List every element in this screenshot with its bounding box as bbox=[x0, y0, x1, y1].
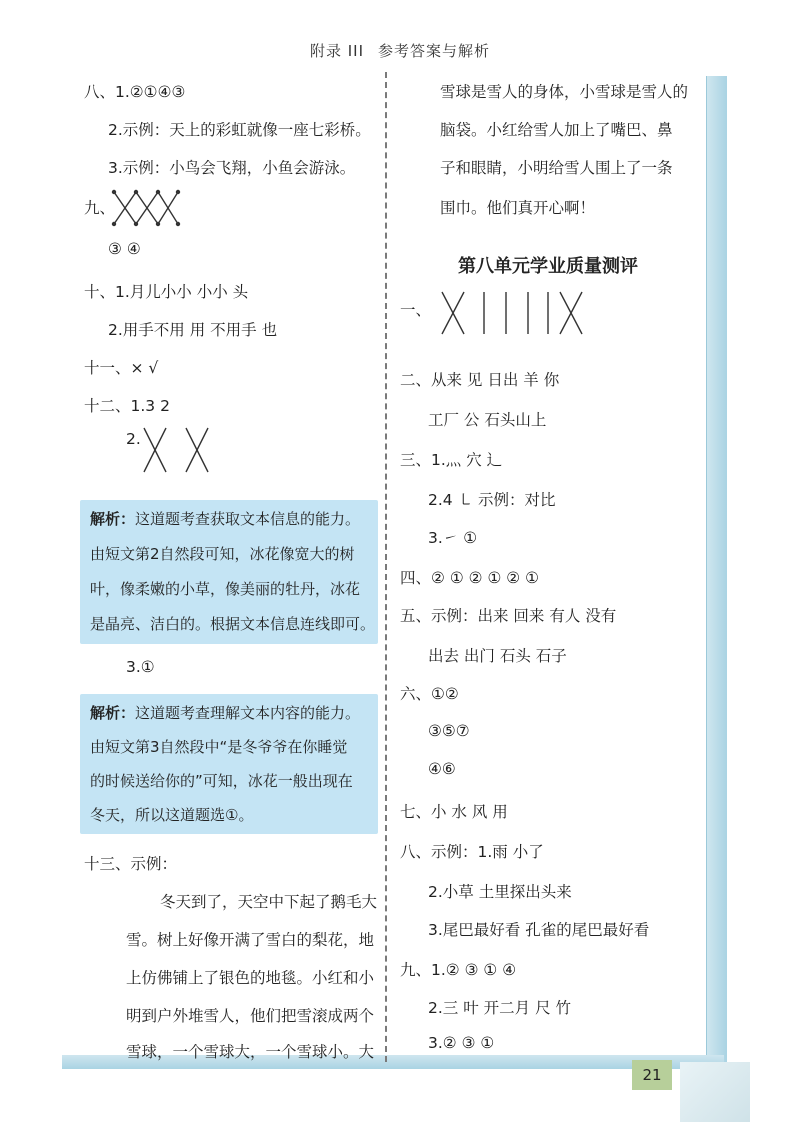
analysis-2-line3: 的时候送给你的”可知，冰花一般出现在 bbox=[90, 772, 353, 790]
analysis-1-line4: 是晶亮、洁白的。根据文本信息连线即可。 bbox=[90, 615, 376, 633]
answer-r5-1: 五、示例：出来 回来 有人 没有 bbox=[400, 607, 617, 625]
answer-r9-1: 九、1.② ③ ① ④ bbox=[400, 961, 517, 979]
answer-r7: 七、小 水 风 用 bbox=[400, 803, 508, 821]
analysis-2-label: 解析： bbox=[90, 704, 136, 722]
answer-12-3: 3.① bbox=[126, 658, 155, 676]
answer-r6-2: ③⑤⑦ bbox=[428, 722, 470, 740]
answer-r2-1: 二、从来 见 日出 羊 你 bbox=[400, 371, 560, 389]
essay-cont-1: 雪球是雪人的身体，小雪球是雪人的 bbox=[440, 83, 689, 101]
answer-13: 十三、示例： bbox=[84, 855, 178, 873]
essay-line-5: 雪球，一个雪球大，一个雪球小。大 bbox=[126, 1043, 375, 1061]
analysis-1-line1: 这道题考查获取文本信息的能力。 bbox=[135, 510, 361, 528]
page-number: 21 bbox=[632, 1060, 672, 1090]
page-fold bbox=[680, 1062, 750, 1122]
answer-r6-3: ④⑥ bbox=[428, 760, 456, 778]
answer-10-1: 十、1.月儿小小 小小 头 bbox=[84, 283, 249, 301]
answer-r1-label: 一、 bbox=[400, 301, 432, 319]
answer-r9-3: 3.② ③ ① bbox=[428, 1034, 495, 1052]
essay-line-2: 雪。树上好像开满了雪白的梨花，地 bbox=[126, 931, 375, 949]
matching-lines-r1 bbox=[436, 288, 586, 338]
answer-11: 十一、× √ bbox=[84, 359, 159, 377]
section-title: 第八单元学业质量测评 bbox=[458, 256, 638, 277]
essay-cont-4: 围巾。他们真开心啊！ bbox=[440, 199, 596, 217]
answer-9-marks: ③ ④ bbox=[108, 240, 141, 258]
essay-cont-2: 脑袋。小红给雪人加上了嘴巴、鼻 bbox=[440, 121, 673, 139]
answer-10-2: 2.用手不用 用 不用手 也 bbox=[108, 321, 278, 339]
answer-r9-2: 2.三 叶 开二月 尺 竹 bbox=[428, 999, 571, 1017]
essay-line-4: 明到户外堆雪人，他们把雪滚成两个 bbox=[126, 1007, 375, 1025]
column-divider bbox=[385, 72, 387, 1062]
answer-r3-2: 2.4 ㇄ 示例：对比 bbox=[428, 491, 556, 509]
analysis-1-line3: 叶，像柔嫩的小草，像美丽的牡丹，冰花 bbox=[90, 580, 361, 598]
page-edge-right bbox=[706, 76, 727, 1064]
answer-r8-3: 3.尾巴最好看 孔雀的尾巴最好看 bbox=[428, 921, 650, 939]
header-part1: 附录 III bbox=[309, 42, 365, 60]
answer-12-1: 十二、1.3 2 bbox=[84, 397, 170, 415]
essay-line-1: 冬天到了，天空中下起了鹅毛大 bbox=[160, 893, 378, 911]
analysis-2-line2: 由短文第3自然段中“是冬爷爷在你睡觉 bbox=[90, 738, 348, 756]
answer-r4: 四、② ① ② ① ② ① bbox=[400, 569, 540, 587]
essay-line-3: 上仿佛铺上了银色的地毯。小红和小 bbox=[126, 969, 375, 987]
page-header bbox=[0, 40, 800, 61]
answer-r5-2: 出去 出门 石头 石子 bbox=[428, 647, 567, 665]
analysis-1-line2: 由短文第2自然段可知，冰花像宽大的树 bbox=[90, 545, 355, 563]
essay-cont-3: 子和眼睛，小明给雪人围上了一条 bbox=[440, 159, 673, 177]
analysis-box-2 bbox=[80, 694, 378, 834]
answer-8-3: 3.示例：小鸟会飞翔，小鱼会游泳。 bbox=[108, 159, 356, 177]
analysis-1-label: 解析： bbox=[90, 510, 136, 528]
answer-r2-2: 工厂 公 石头山上 bbox=[428, 411, 547, 429]
answer-12-2-label: 2. bbox=[126, 430, 141, 448]
analysis-2-line1: 这道题考查理解文本内容的能力。 bbox=[135, 704, 361, 722]
header-part2: 参考答案与解析 bbox=[378, 42, 491, 60]
answer-8-1: 八、1.②①④③ bbox=[84, 83, 186, 101]
answer-r3-3: 3.㇀ ① bbox=[428, 529, 478, 547]
answer-r3-1: 三、1.灬 穴 辶 bbox=[400, 451, 503, 469]
answer-r8-2: 2.小草 土里探出头来 bbox=[428, 883, 572, 901]
matching-lines-12 bbox=[138, 424, 218, 478]
analysis-box-1 bbox=[80, 500, 378, 644]
answer-r8-1: 八、示例：1.雨 小了 bbox=[400, 843, 544, 861]
matching-lines-9 bbox=[108, 186, 188, 230]
answer-r6-1: 六、①② bbox=[400, 685, 459, 703]
answer-9-label: 九、 bbox=[84, 199, 116, 217]
analysis-2-line4: 冬天，所以这道题选①。 bbox=[90, 806, 254, 824]
answer-8-2: 2.示例：天上的彩虹就像一座七彩桥。 bbox=[108, 121, 371, 139]
